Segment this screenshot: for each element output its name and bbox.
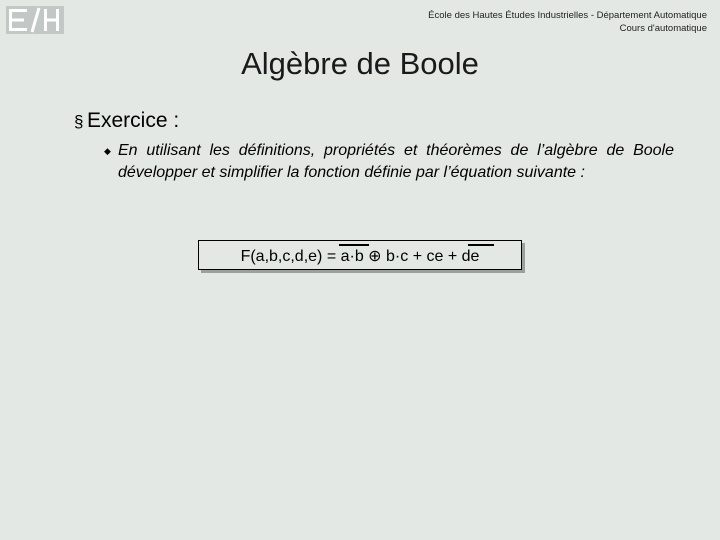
formula-box: [198, 240, 522, 270]
overline-de: [468, 244, 494, 246]
section-bullet-icon: §: [74, 112, 84, 131]
bullet-2-text: En utilisant les définitions, propriétés et théorèmes de l’algèbre de Boole développer et simplifier la fonction définie par l’équation suivante :: [118, 142, 674, 181]
diamond-bullet-icon: ◆: [104, 146, 111, 156]
header-info: [428, 9, 707, 35]
overline-ab: [339, 244, 369, 246]
bullet-level-2: [104, 140, 674, 184]
bullet-1-text: Exercice :: [87, 109, 180, 132]
header-line-1: École des Hautes Études Industrielles - Département Automatique: [428, 10, 707, 21]
formula-text: F(a,b,c,d,e) = a·b ⊕ b·c + ce + de: [240, 248, 480, 265]
header-line-2: Cours d'automatique: [619, 23, 707, 34]
school-logo: [6, 6, 64, 34]
bullet-level-1: [74, 109, 179, 133]
slide-title: Algèbre de Boole: [241, 46, 479, 81]
